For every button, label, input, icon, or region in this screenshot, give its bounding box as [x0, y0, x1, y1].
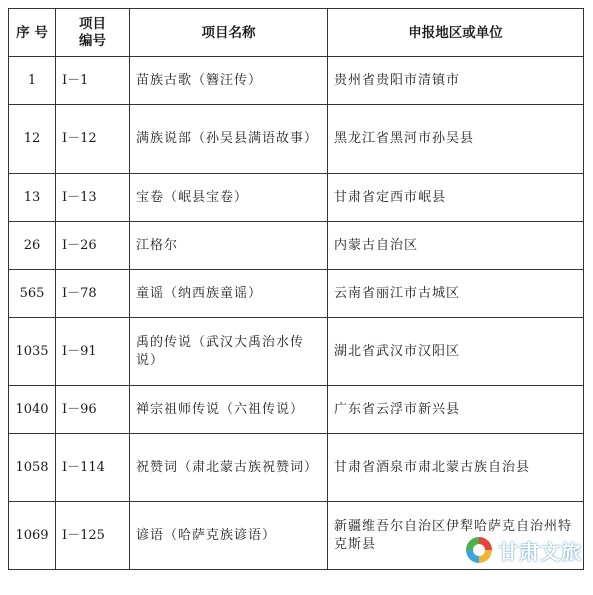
table-row	[9, 270, 584, 318]
header-area: 申报地区或单位	[328, 9, 584, 57]
header-name: 项目名称	[130, 9, 328, 57]
cell-seq: 1040	[9, 386, 56, 434]
cell-code: Ⅰ－26	[56, 222, 130, 270]
cell-code: Ⅰ－96	[56, 386, 130, 434]
cell-code: Ⅰ－125	[56, 502, 130, 570]
cell-code: Ⅰ－13	[56, 174, 130, 222]
cell-name: 江格尔	[130, 222, 328, 270]
cell-name: 禹的传说（武汉大禹治水传说）	[130, 318, 328, 386]
cell-area: 广东省云浮市新兴县	[328, 386, 584, 434]
table-row	[9, 386, 584, 434]
cell-seq: 1035	[9, 318, 56, 386]
cell-name: 苗族古歌（簪汪传）	[130, 57, 328, 105]
cell-code: Ⅰ－12	[56, 105, 130, 174]
cell-name: 谚语（哈萨克族谚语）	[130, 502, 328, 570]
cell-area: 湖北省武汉市汉阳区	[328, 318, 584, 386]
table-row	[9, 105, 584, 174]
cell-seq: 565	[9, 270, 56, 318]
cell-code: Ⅰ－114	[56, 434, 130, 502]
table-row	[9, 434, 584, 502]
table-row	[9, 222, 584, 270]
cell-name: 禅宗祖师传说（六祖传说）	[130, 386, 328, 434]
table-row	[9, 318, 584, 386]
table-row	[9, 57, 584, 105]
cell-area: 云南省丽江市古城区	[328, 270, 584, 318]
cell-seq: 1	[9, 57, 56, 105]
watermark-text: 甘肃文旅	[498, 539, 582, 564]
table-header-row	[9, 9, 584, 57]
cell-seq: 13	[9, 174, 56, 222]
cell-code: Ⅰ－1	[56, 57, 130, 105]
header-code: 项目 编号	[56, 9, 130, 57]
heritage-list-table	[8, 8, 584, 570]
cell-area: 甘肃省酒泉市肃北蒙古族自治县	[328, 434, 584, 502]
cell-name: 童谣（纳西族童谣）	[130, 270, 328, 318]
watermark	[466, 528, 586, 572]
table-row	[9, 174, 584, 222]
colorful-ring-logo-icon	[466, 537, 492, 563]
cell-area: 贵州省贵阳市清镇市	[328, 57, 584, 105]
cell-name: 满族说部（孙吴县满语故事）	[130, 105, 328, 174]
cell-area: 新疆维吾尔自治区伊犁哈萨克自治州特克斯县	[328, 502, 584, 570]
cell-code: Ⅰ－78	[56, 270, 130, 318]
cell-seq: 1058	[9, 434, 56, 502]
cell-code: Ⅰ－91	[56, 318, 130, 386]
cell-name: 祝赞词（肃北蒙古族祝赞词）	[130, 434, 328, 502]
cell-area: 甘肃省定西市岷县	[328, 174, 584, 222]
cell-name: 宝卷（岷县宝卷）	[130, 174, 328, 222]
cell-area: 黑龙江省黑河市孙吴县	[328, 105, 584, 174]
header-seq: 序 号	[9, 9, 56, 57]
cell-seq: 1069	[9, 502, 56, 570]
cell-area: 内蒙古自治区	[328, 222, 584, 270]
cell-seq: 12	[9, 105, 56, 174]
cell-seq: 26	[9, 222, 56, 270]
